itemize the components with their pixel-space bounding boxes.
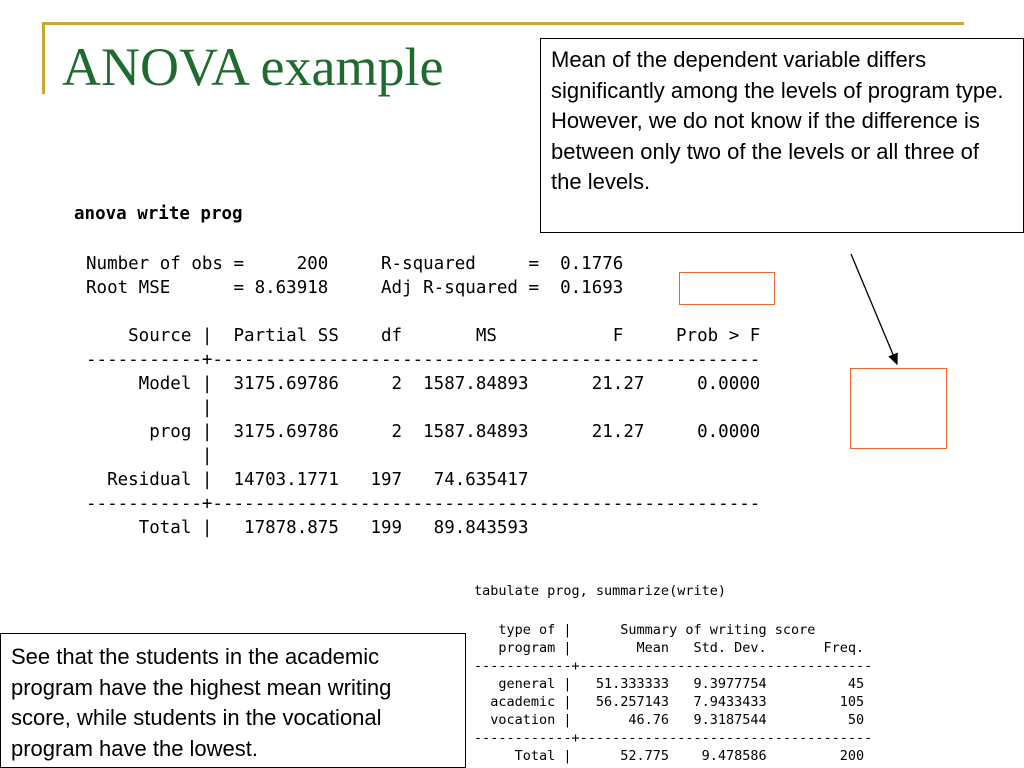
arrow-line: [851, 254, 897, 364]
adj-r-squared-highlight: [679, 272, 775, 305]
slide-title: ANOVA example: [62, 37, 444, 97]
tabulate-command: tabulate prog, summarize(write): [474, 583, 726, 599]
callout-interpretation: Mean of the dependent variable differs significantly among the levels of program type. However, we do not know if the difference is between only two of the levels or all three of the levels.: [540, 38, 1024, 233]
tabulate-output: type of | Summary of writing score program | Mean Std. Dev. Freq. ------------+------------------------------------ general | 51.333333 9.3977754 45 academic | 56.257143 7.9433433 105 vocation | 46.76 9.3187544 50 ------------+------------------------------------ Total | 52.775 9.478586 200: [474, 622, 873, 764]
anova-command: anova write prog: [74, 204, 243, 224]
callout-summary: See that the students in the academic program have the highest mean writing score, while students in the vocational program have the lowest.: [0, 633, 466, 768]
prob-f-highlight: [850, 368, 947, 449]
top-rule: [42, 22, 964, 25]
anova-output: Number of obs = 200 R-squared = 0.1776 Root MSE = 8.63918 Adj R-squared = 0.1693 Source | Partial SS df MS F Prob > F -----------+---------------------------------------------------- Model | 3175.69786 2 1587.84893 21.27 0.0000 | prog | 3175.69786 2 1587.84893 21.27 0.0000 | Residual | 14703.1771 197 74.635417 -----------+---------------------------------------------------- Total | 17878.875 199 89.843593: [86, 254, 761, 538]
side-rule: [42, 22, 45, 94]
